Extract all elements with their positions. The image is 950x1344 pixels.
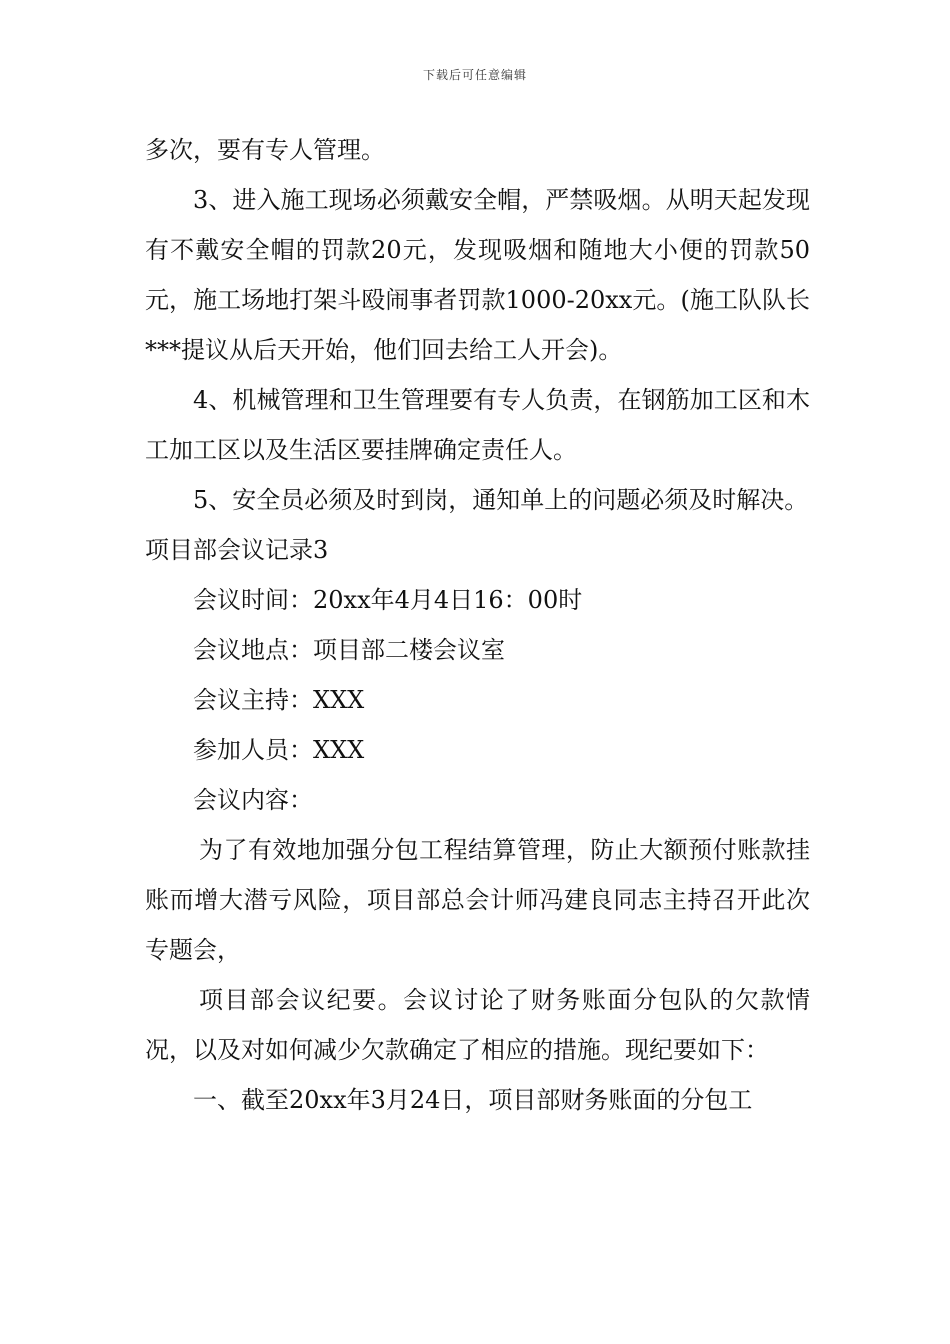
paragraph-item-5: 5、安全员必须及时到岗，通知单上的问题必须及时解决。 <box>193 486 809 514</box>
paragraph-intro: 为了有效地加强分包工程结算管理，防止大额预付账款挂账而增大潜亏风险，项目部总会计师冯建良同志主持召开此次专题会， <box>145 836 810 964</box>
meeting-place: 会议地点：项目部二楼会议室 <box>193 636 505 664</box>
paragraph-item-4: 4、机械管理和卫生管理要有专人负责，在钢筋加工区和木工加工区以及生活区要挂牌确定责任人。 <box>145 386 810 464</box>
meeting-host: 会议主持：XXX <box>193 686 365 714</box>
paragraph-summary: 项目部会议纪要。会议讨论了财务账面分包队的欠款情况，以及对如何减少欠款确定了相应的措施。现纪要如下： <box>145 986 810 1064</box>
document-body <box>145 125 810 1125</box>
meeting-content-label: 会议内容： <box>193 786 313 814</box>
section-title: 项目部会议记录3 <box>145 536 329 564</box>
meeting-time: 会议时间：20xx年4月4日16：00时 <box>193 586 583 614</box>
meeting-attendees: 参加人员：XXX <box>193 736 365 764</box>
paragraph-item-3: 3、进入施工现场必须戴安全帽，严禁吸烟。从明天起发现有不戴安全帽的罚款20元，发现吸烟和随地大小便的罚款50元，施工场地打架斗殴闹事者罚款1000-20xx元。(施工队队长***提议从后天开始，他们回去给工人开会)。 <box>145 186 810 364</box>
header-note: 下载后可任意编辑 <box>422 68 527 82</box>
paragraph-continuation: 多次，要有专人管理。 <box>145 136 385 164</box>
paragraph-point-1: 一、截至20xx年3月24日，项目部财务账面的分包工 <box>193 1086 753 1114</box>
